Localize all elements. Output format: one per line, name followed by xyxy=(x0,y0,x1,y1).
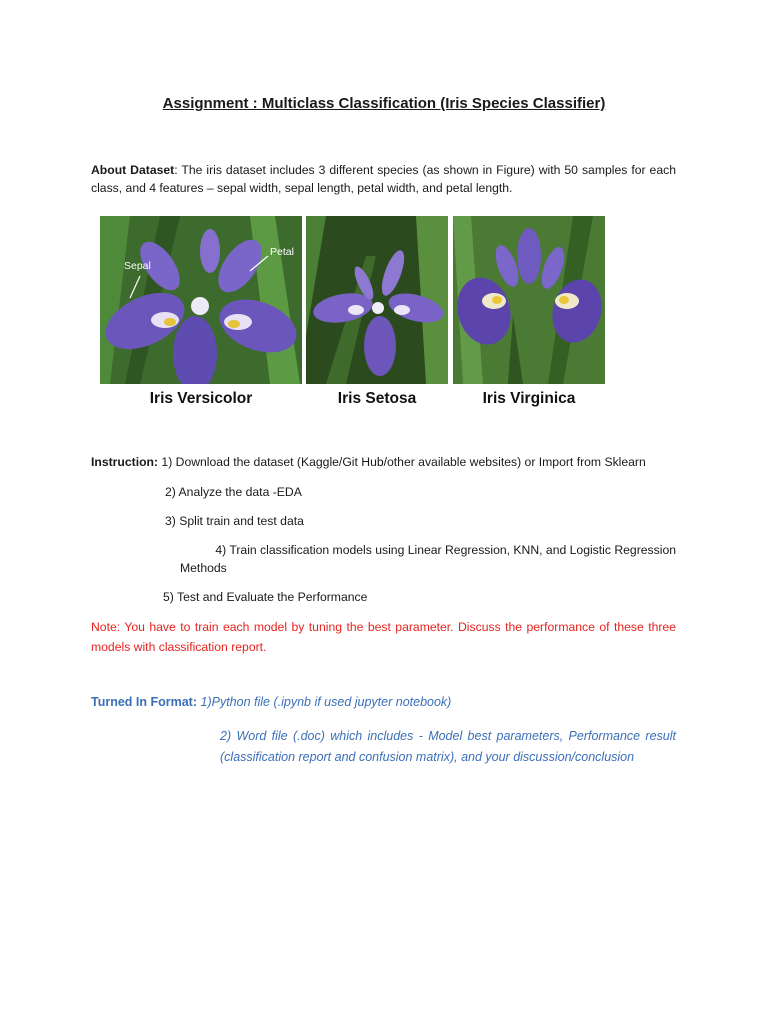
caption-versicolor: Iris Versicolor xyxy=(149,390,253,407)
turned-in-format-line xyxy=(91,695,451,709)
sepal-label: Sepal xyxy=(124,260,151,272)
iris-virginica-photo xyxy=(453,216,605,384)
instruction-step-4-cont: Methods xyxy=(180,561,227,575)
turned-in-item-1: 1)Python file (.ipynb if used jupyter notebook) xyxy=(200,695,452,709)
about-dataset-text: : The iris dataset includes 3 different species (as shown in Figure) with 50 samples for each class, and 4 features – sepal width, sepal length, petal width, and petal length. xyxy=(91,163,676,195)
instruction-step-5: 5) Test and Evaluate the Performance xyxy=(163,590,368,604)
instruction-step-4: 4) Train classification models using Linear Regression, KNN, and Logistic Regression xyxy=(215,543,676,557)
iris-setosa-photo xyxy=(306,216,448,384)
instruction-line-1 xyxy=(91,453,646,471)
instruction-label: Instruction: xyxy=(91,455,159,469)
instruction-step-1: 1) Download the dataset (Kaggle/Git Hub/other available websites) or Import from Sklearn xyxy=(161,455,646,469)
instruction-step-3: 3) Split train and test data xyxy=(165,514,304,528)
instruction-step-2: 2) Analyze the data -EDA xyxy=(165,485,302,499)
iris-species-figure xyxy=(100,216,606,410)
turned-in-label: Turned In Format: xyxy=(91,695,198,709)
page-title: Assignment : Multiclass Classification (Iris Species Classifier) xyxy=(162,95,606,112)
caption-setosa: Iris Setosa xyxy=(337,390,417,407)
petal-label: Petal xyxy=(270,246,294,258)
caption-virginica: Iris Virginica xyxy=(482,390,576,407)
about-dataset-label: About Dataset xyxy=(91,163,175,177)
note-paragraph: Note: You have to train each model by tuning the best parameter. Discuss the performance of these three models with classification report. xyxy=(91,620,676,654)
turned-in-item-2: 2) Word file (.doc) which includes - Model best parameters, Performance result (classification report and confusion matrix), and your discussion/conclusion xyxy=(220,729,676,764)
iris-versicolor-photo xyxy=(100,216,302,384)
about-dataset-paragraph xyxy=(91,161,676,197)
